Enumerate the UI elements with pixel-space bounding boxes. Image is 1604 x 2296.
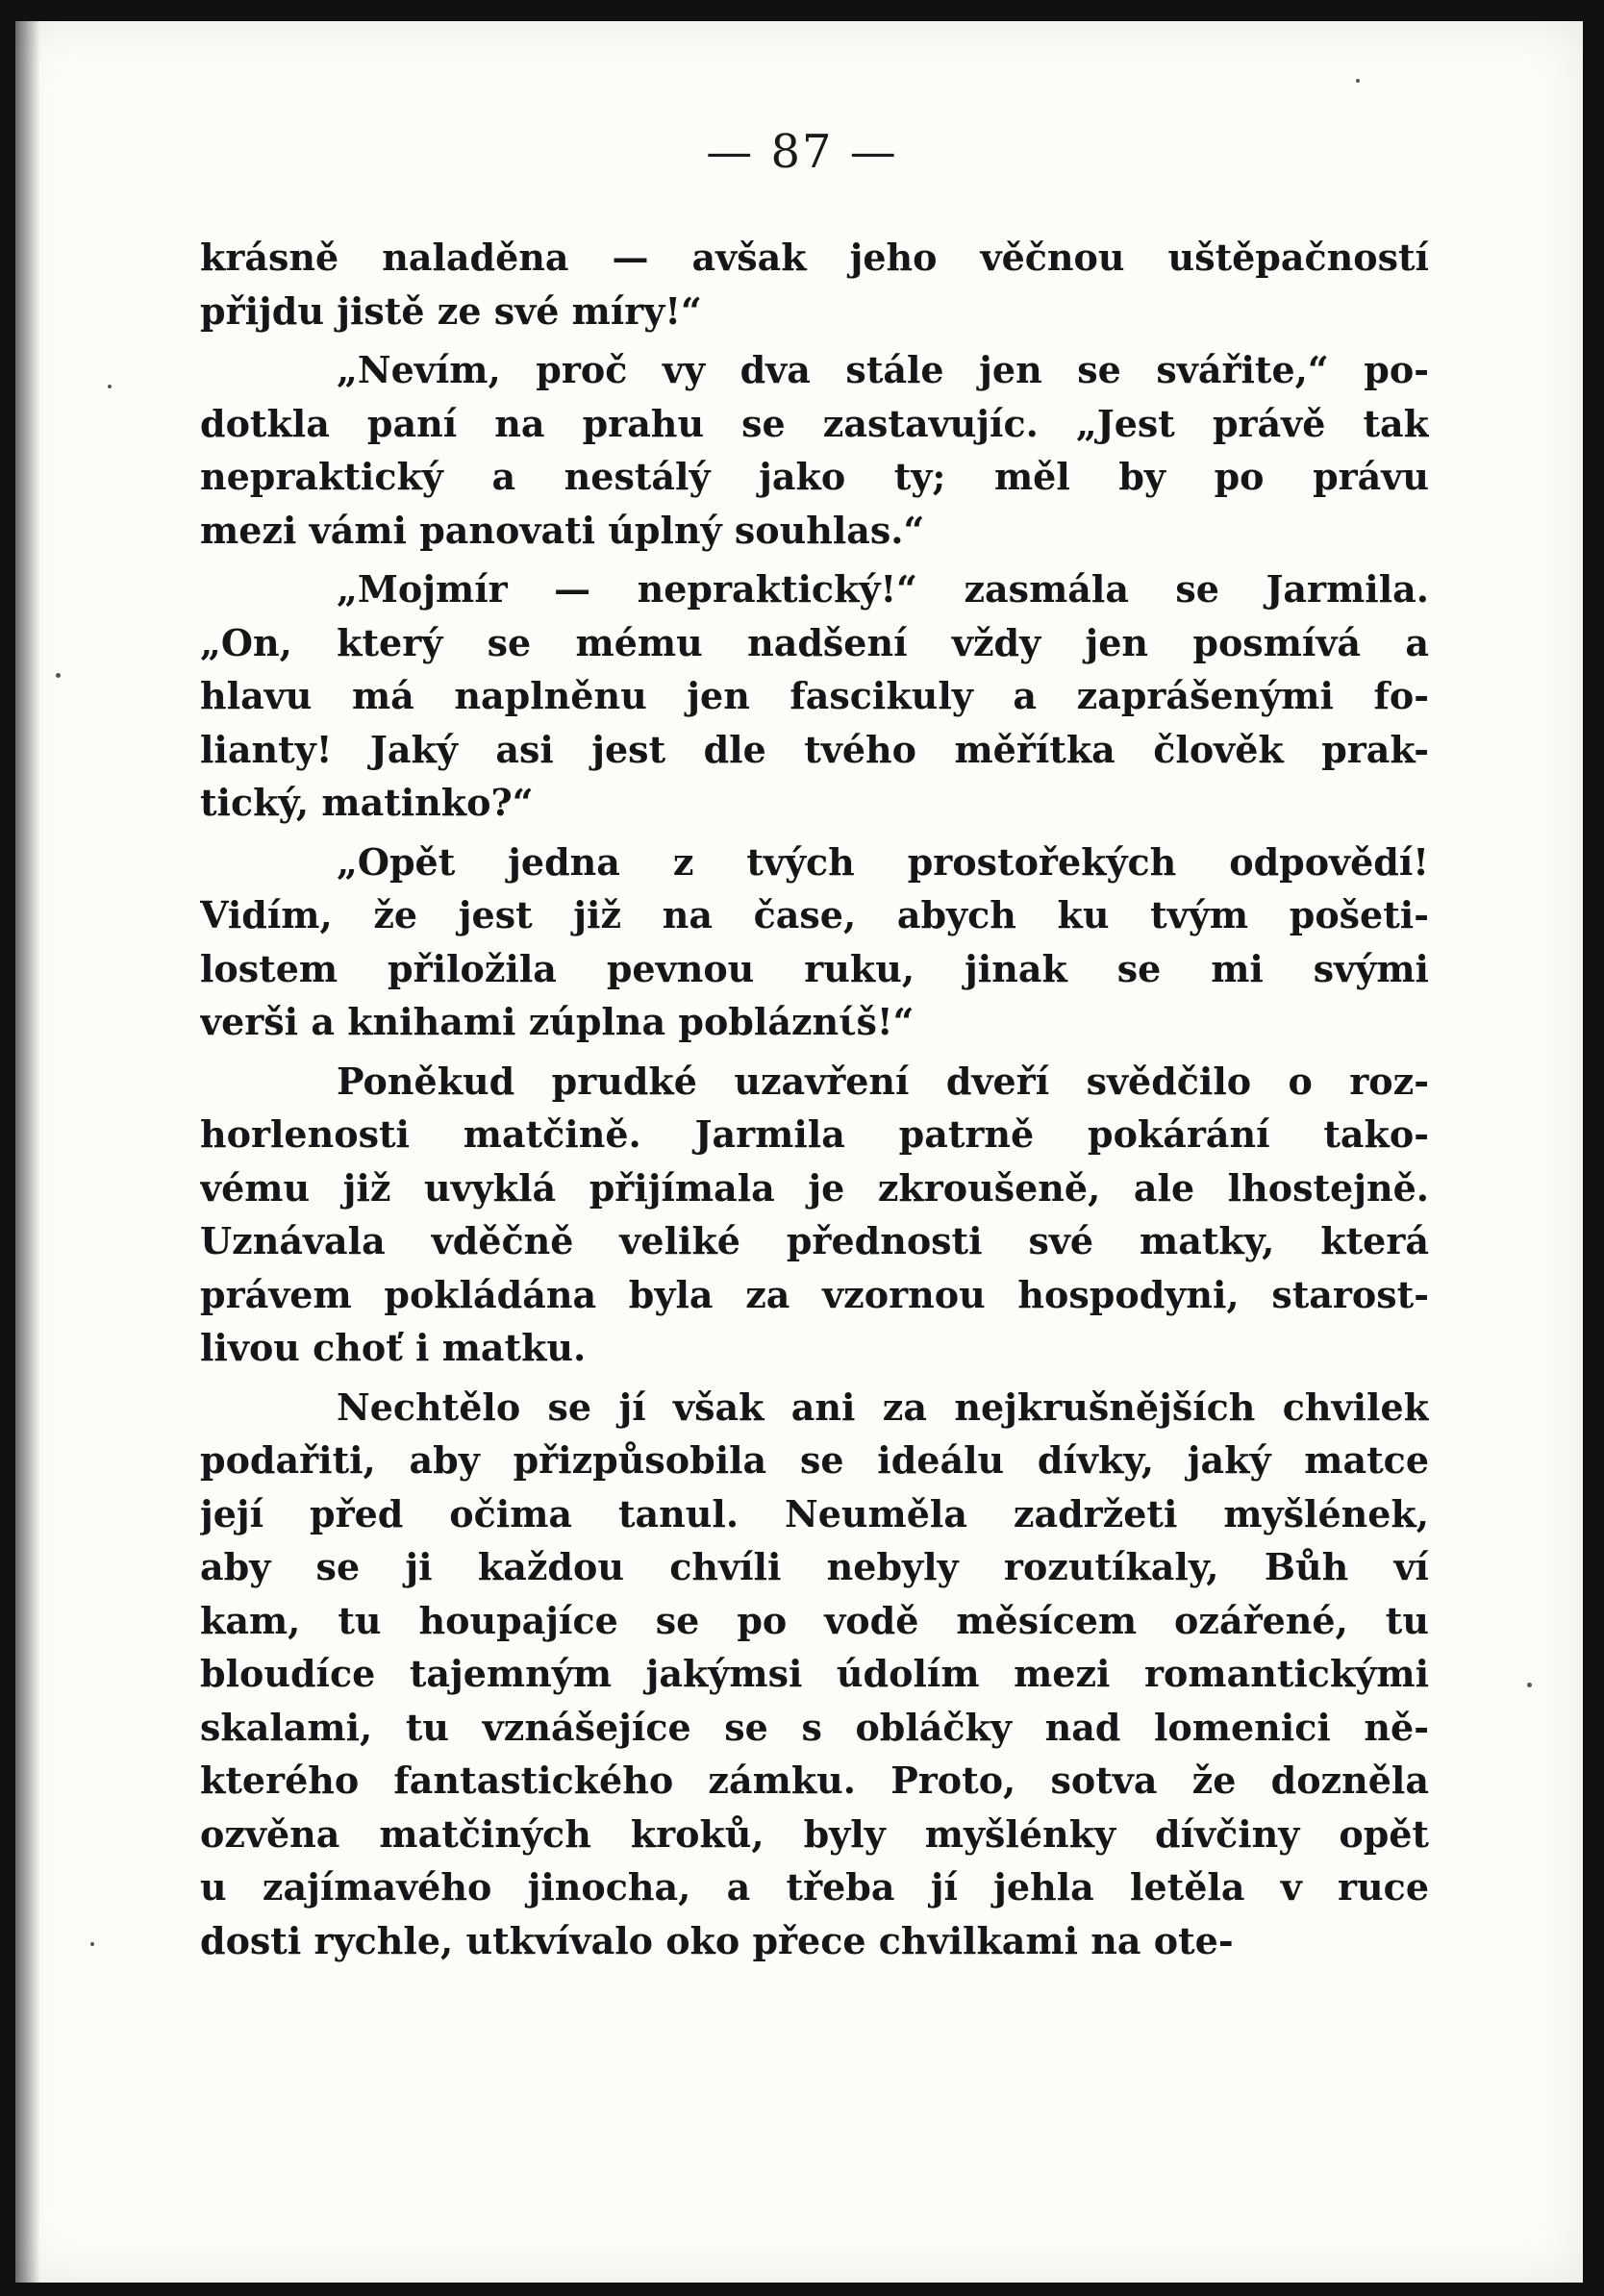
text-line: Vidím, že jest již na čase, abych ku tvým pošeti-	[200, 893, 1429, 936]
page-number: — 87 —	[706, 125, 898, 179]
text-line: právem pokládána byla za vzornou hospodyni, starost-	[200, 1272, 1429, 1316]
text-line: „Mojmír — nepraktický!“ zasmála se Jarmila.	[337, 567, 1429, 611]
text-line: lostem přiložila pevnou ruku, jinak se mi svými	[200, 946, 1429, 990]
text-line: „On, který se mému nadšení vždy jen posmívá a	[200, 620, 1429, 664]
scan-speck	[90, 1942, 94, 1946]
text-line: kterého fantastického zámku. Proto, sotva že dozněla	[200, 1759, 1429, 1802]
text-line: hlavu má naplněnu jen fascikuly a zaprášenými fo-	[200, 674, 1429, 717]
paragraph	[200, 343, 1429, 557]
binding-shadow	[15, 21, 40, 2283]
text-line: ozvěna matčiných kroků, byly myšlénky dívčiny opět	[200, 1811, 1429, 1856]
text-line: dotkla paní na prahu se zastavujíc. „Jest právě tak	[200, 401, 1429, 445]
text-line: livou choť i matku.	[200, 1326, 587, 1369]
text-line: vému již uvyklá přijímala je zkroušeně, ale lhostejně.	[200, 1165, 1429, 1210]
text-line: u zajímavého jinocha, a třeba jí jehla letěla v ruce	[200, 1865, 1429, 1909]
scan-speck	[1527, 1683, 1532, 1687]
text-line: dosti rychle, utkvívalo oko přece chvilkami na ote-	[200, 1918, 1234, 1962]
text-line: lianty! Jaký asi jest dle tvého měřítka člověk prak-	[200, 727, 1429, 771]
scan-speck	[56, 673, 61, 678]
paragraph	[200, 1055, 1429, 1375]
text-line: její před očima tanul. Neuměla zadržeti myšlének,	[200, 1491, 1429, 1535]
text-line: nepraktický a nestálý jako ty; měl by po právu	[200, 455, 1429, 498]
paragraph	[200, 562, 1429, 830]
text-line: tický, matinko?“	[200, 781, 534, 824]
body-text	[200, 231, 1429, 1973]
text-line: kam, tu houpajíce se po vodě měsícem ozářené, tu	[200, 1598, 1429, 1642]
paragraph	[200, 231, 1429, 337]
text-line: aby se ji každou chvíli nebyly rozutíkaly, Bůh ví	[200, 1545, 1429, 1588]
text-line: podařiti, aby přizpůsobila se ideálu dívky, jaký matce	[200, 1438, 1429, 1482]
text-line: „Opět jedna z tvých prostořekých odpovědí!	[337, 839, 1429, 884]
text-line: „Nevím, proč vy dva stále jen se svářite,“ po-	[337, 348, 1429, 391]
text-line: horlenosti matčině. Jarmila patrně pokárání tako-	[200, 1112, 1429, 1156]
text-line: Uznávala vděčně veliké přednosti své matky, která	[200, 1219, 1429, 1262]
scan-speck	[108, 385, 112, 388]
text-line: Poněkud prudké uzavření dveří svědčilo o roz-	[337, 1059, 1429, 1103]
text-line: skalami, tu vznášejíce se s obláčky nad lomenici ně-	[200, 1705, 1429, 1749]
text-line: přijdu jistě ze své míry!“	[200, 288, 702, 333]
scan-speck	[1356, 79, 1360, 83]
text-line: bloudíce tajemným jakýmsi údolím mezi romantickými	[200, 1652, 1429, 1695]
text-line: mezi vámi panovati úplný souhlas.“	[200, 508, 925, 552]
text-line: verši a knihami zúplna pobláznίš!“	[200, 1000, 915, 1043]
text-line: krásně naladěna — avšak jeho věčnou uštěpačností	[200, 236, 1429, 279]
paragraph	[200, 836, 1429, 1049]
paragraph	[200, 1381, 1429, 1968]
text-line: Nechtělo se jí však ani za nejkrušnějších chvilek	[337, 1385, 1429, 1429]
